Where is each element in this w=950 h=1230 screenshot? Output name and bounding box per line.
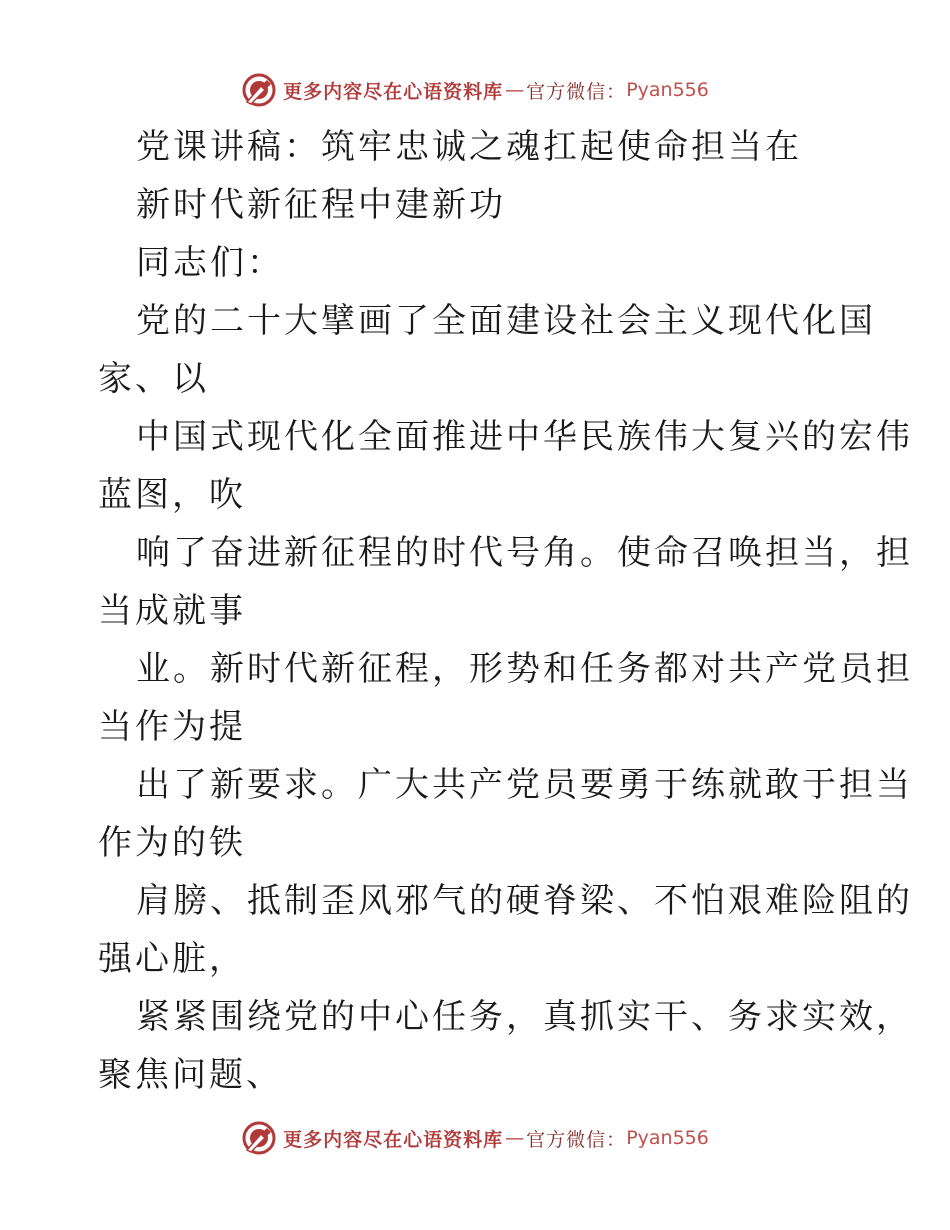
salutation: 同志们： [136, 243, 284, 283]
footer-watermark [0, 1118, 950, 1158]
document-body [98, 118, 913, 1104]
text-line: 业。新时代新征程，形势和任务都对共产党员担 [136, 649, 913, 689]
text-line: 出了新要求。广大共产党员要勇于练就敢于担当 [136, 765, 913, 805]
text-line: 作为的铁 [98, 823, 246, 863]
header-brand: 更多内容尽在心语资料库 [283, 80, 504, 103]
text-line: 当作为提 [98, 707, 246, 747]
text-line: 当成就事 [98, 591, 246, 631]
text-line: 响了奋进新征程的时代号角。使命召唤担当，担 [136, 533, 913, 573]
footer-wechat-label: 官方微信： [526, 1128, 627, 1151]
header-wechat-id: Pyan556 [626, 79, 709, 101]
footer-brand: 更多内容尽在心语资料库 [283, 1128, 504, 1151]
footer-wechat-id: Pyan556 [626, 1127, 709, 1149]
text-line: 紧紧围绕党的中心任务，真抓实干、务求实效， [136, 997, 913, 1037]
title-line-1: 党课讲稿：筑牢忠诚之魂扛起使命担当在 [136, 127, 802, 167]
header-separator: — [505, 79, 525, 101]
text-line: 中国式现代化全面推进中华民族伟大复兴的宏伟 [136, 417, 913, 457]
text-line: 党的二十大擘画了全面建设社会主义现代化国 [136, 301, 876, 341]
pen-logo-icon [241, 1120, 277, 1156]
text-line: 家、以 [98, 359, 209, 399]
text-line: 强心脏， [98, 939, 246, 979]
footer-separator: — [505, 1127, 525, 1149]
text-line: 蓝图，吹 [98, 475, 246, 515]
text-line: 聚焦问题、 [98, 1055, 283, 1095]
title-line-2: 新时代新征程中建新功 [136, 185, 506, 225]
text-line: 肩膀、抵制歪风邪气的硬脊梁、不怕艰难险阻的 [136, 881, 913, 921]
header-wechat-label: 官方微信： [526, 80, 627, 103]
header-watermark [0, 70, 950, 110]
pen-logo-icon [241, 72, 277, 108]
